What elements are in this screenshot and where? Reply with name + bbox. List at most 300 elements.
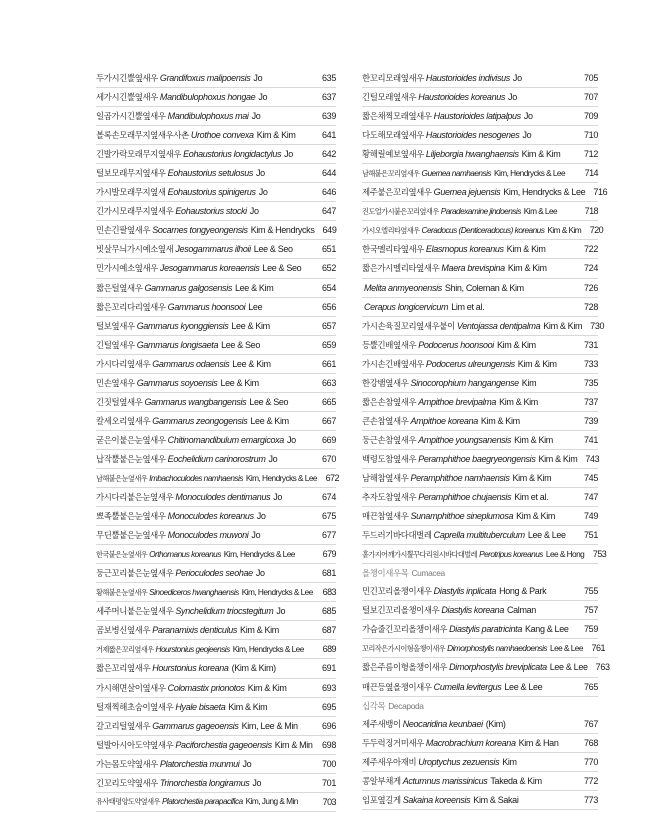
entry-text <box>362 623 576 635</box>
korean-name: 한국멜리타옆새우 <box>362 244 424 255</box>
entry-text <box>96 682 314 694</box>
author-citation: Kim, Lee & Min <box>241 720 298 731</box>
page-number: 665 <box>322 396 336 407</box>
scientific-name: Sinocorophium hangangense <box>410 377 519 388</box>
index-entry <box>362 298 598 317</box>
korean-name: 곰보병신옆새우 <box>96 625 151 636</box>
page-number: 737 <box>584 396 598 407</box>
author-citation: Lee & Kim <box>232 358 271 369</box>
index-entry <box>96 659 336 678</box>
page-number: 703 <box>322 796 336 807</box>
page-number: 768 <box>584 737 598 748</box>
korean-name: 털발아시아도약옆새우 <box>96 739 174 750</box>
entry-text <box>96 739 314 751</box>
index-entry <box>96 240 336 259</box>
author-citation: Shin, Coleman & Kim <box>444 282 524 293</box>
entry-text <box>96 415 314 427</box>
page-number: 763 <box>595 662 610 673</box>
entry-text <box>96 72 314 84</box>
page-number: 716 <box>593 187 608 198</box>
author-citation: Kim <box>521 377 537 388</box>
entry-text <box>362 302 576 312</box>
entry-text <box>96 110 314 122</box>
index-entry <box>362 107 598 126</box>
scientific-name: Colomastix prionotos <box>167 682 245 693</box>
index-entry <box>362 279 598 298</box>
index-entry <box>362 791 598 810</box>
scientific-name: Eohaustorius setulosus <box>167 168 254 179</box>
korean-name: 짧은꼬리옆새우 <box>96 663 151 674</box>
scientific-name: Ampithoe youngsanensis <box>418 434 512 445</box>
korean-name: 민손옆새우 <box>96 377 135 388</box>
scientific-name: Gammarus soyoensis <box>136 377 218 388</box>
page-number: 635 <box>322 73 336 84</box>
scientific-name: Podocerus ulreungensis <box>425 358 515 369</box>
korean-name: 세가시긴뿔옆새우 <box>96 92 158 103</box>
author-citation: Kim, Hendrycks & Lee <box>245 472 317 483</box>
author-citation: Jo <box>252 777 262 788</box>
scientific-name: Diastylis paratricinta <box>449 624 522 635</box>
index-entry <box>96 507 336 526</box>
scientific-name: Eohaustorius stocki <box>175 206 247 217</box>
index-entry <box>96 183 336 202</box>
page-number: 657 <box>322 320 336 331</box>
korean-name: 납작뿔붙은눈옆새우 <box>96 453 166 464</box>
index-entry <box>362 393 598 412</box>
entry-text <box>96 377 314 389</box>
author-citation: Lee & Hong <box>545 548 585 559</box>
scientific-name: Peramphithoe chujaensis <box>418 492 512 503</box>
scientific-name: Platorchestia munmui <box>159 758 240 769</box>
index-entry <box>96 202 336 221</box>
scientific-name: Platorchestia parapacifica <box>161 796 243 807</box>
page-number: 683 <box>322 587 336 598</box>
index-entry <box>96 107 336 126</box>
index-entry <box>96 679 336 698</box>
scientific-name: Mandibulophoxus mai <box>167 111 249 122</box>
entry-text <box>362 510 576 522</box>
index-entry <box>96 698 336 717</box>
korean-name: 제주붙은꼬리옆새우 <box>362 187 432 198</box>
author-citation: Jo <box>256 511 266 522</box>
entry-text <box>362 91 576 103</box>
author-citation: Jo <box>508 92 517 103</box>
korean-name: 가시오엘리타옆새우 <box>362 225 420 235</box>
author-citation: Kim & Sakai <box>473 794 519 805</box>
entry-text <box>362 72 576 84</box>
page-number: 639 <box>322 111 336 122</box>
author-citation: Kim & Han <box>518 737 559 748</box>
index-entry <box>96 69 336 88</box>
korean-name: 갈고리털옆새우 <box>96 720 151 731</box>
page-number: 641 <box>322 130 336 141</box>
scientific-name: Grandifoxus malipoensis <box>159 73 251 84</box>
korean-name: 일곱가시긴뿔옆새우 <box>96 111 166 122</box>
index-entry <box>96 355 336 374</box>
author-citation: Jo <box>253 73 263 84</box>
scientific-name: Melita anmyeonensis <box>364 282 442 293</box>
page-number: 670 <box>322 453 336 464</box>
entry-text <box>362 206 576 217</box>
index-entry <box>362 488 598 507</box>
entry-text <box>362 320 582 332</box>
index-entry <box>96 393 336 412</box>
korean-name: 꼬리작은가시이형올챙이새우 <box>362 643 446 653</box>
korean-name: 한꼬리모래옆새우 <box>362 73 424 84</box>
author-citation: Jo <box>273 492 283 503</box>
index-entry <box>362 221 604 240</box>
scientific-name: Hourstonius koreana <box>152 663 229 674</box>
scientific-name: Eohaustorius longidactylus <box>183 149 282 160</box>
page-number: 733 <box>584 358 598 369</box>
page-number: 714 <box>584 168 598 179</box>
index-entry <box>362 69 598 88</box>
page-number: 709 <box>584 111 598 122</box>
index-entry <box>96 298 336 317</box>
author-citation: Kim & Kim <box>499 396 538 407</box>
section-heading-latin: Decapoda <box>388 700 424 711</box>
index-entry <box>362 259 598 278</box>
author-citation: Jo <box>276 606 286 617</box>
author-citation: Kim & Kim <box>480 415 520 426</box>
entry-text <box>362 186 585 198</box>
korean-name: 긴짓털옆새우 <box>96 396 143 407</box>
author-citation: Lim et al. <box>451 301 485 312</box>
scientific-name: Ampithoe koreana <box>410 415 478 426</box>
scientific-name: Jesogammarus koreaensis <box>159 263 260 274</box>
scientific-name: Perotripus koreanus <box>479 548 543 559</box>
index-entry <box>96 374 336 393</box>
page-number: 710 <box>584 130 598 141</box>
page-number: 672 <box>325 473 339 483</box>
entry-text <box>362 643 583 654</box>
korean-name: 매끈등옆올챙이새우 <box>362 681 432 692</box>
korean-name: 큰손참옆새우 <box>362 415 409 426</box>
section-heading <box>362 697 598 715</box>
author-citation: Jo <box>523 111 533 122</box>
author-citation: Lee & Kim <box>220 377 259 388</box>
korean-name: 긴꼬리도약옆새우 <box>96 777 158 788</box>
section-heading <box>362 564 598 582</box>
scientific-name: Sunamphithoe sineplumosa <box>410 511 514 522</box>
page-number: 652 <box>322 263 336 274</box>
korean-name: 긴가시모래무지옆새우 <box>96 206 174 217</box>
scientific-name: Cumella levitergus <box>433 681 502 692</box>
index-entry <box>96 145 336 164</box>
korean-name: 가시손육질꼬리옆새우붙이 <box>362 320 455 331</box>
author-citation: Kim, Hendrycks & Lee <box>232 643 304 654</box>
author-citation: Lee & Seo <box>249 396 289 407</box>
section-heading-latin: Cumacea <box>411 568 445 579</box>
index-entry <box>96 431 336 450</box>
entry-text <box>96 510 314 522</box>
entry-text <box>362 283 576 293</box>
page-number: 757 <box>584 605 598 616</box>
index-entry <box>362 317 605 336</box>
page-number: 751 <box>584 530 598 541</box>
scientific-name: Synchelidium triocstegitum <box>175 606 274 617</box>
scientific-name: Eohaustorius spinigerus <box>167 187 256 198</box>
korean-name: 털보옆새우 <box>96 320 135 331</box>
author-citation: Kim & Kim <box>228 701 268 712</box>
entry-text <box>96 262 314 274</box>
page-number: 685 <box>322 606 336 617</box>
entry-text <box>362 110 576 122</box>
index-entry <box>96 279 336 298</box>
korean-name: 둥근꼬리붙은눈옆새우 <box>96 568 174 579</box>
korean-name: 짧은손참옆새우 <box>362 396 417 407</box>
scientific-name: Elasmopus koreanus <box>425 244 504 255</box>
korean-name: 둥근손참옆새우 <box>362 434 417 445</box>
author-citation: Calman <box>507 605 536 616</box>
index-entry <box>362 507 598 526</box>
entry-text <box>96 282 314 294</box>
entry-text <box>362 756 576 768</box>
scientific-name: Liljeborgia hwanghaensis <box>425 149 519 160</box>
scientific-name: Gammarus galgosensis <box>144 282 232 293</box>
scientific-name: Gammarus zeongogensis <box>152 415 248 426</box>
page-number: 656 <box>322 301 336 312</box>
scientific-name: Neocaridina keunbaei <box>402 718 483 729</box>
author-citation: Jo <box>255 568 265 579</box>
korean-name: 두드러기바다대벌레 <box>362 530 432 541</box>
page-number: 739 <box>584 415 598 426</box>
index-entry <box>96 221 336 240</box>
author-citation: Kim & Min <box>274 739 313 750</box>
korean-name: 매끈참옆새우 <box>362 511 409 522</box>
korean-name: 짧은채찍모래옆새우 <box>362 111 432 122</box>
page-number: 693 <box>322 682 336 693</box>
korean-name: 뾰족뿔붙은눈옆새우 <box>96 511 166 522</box>
scientific-name: Sakaina koreensis <box>402 794 471 805</box>
entry-text <box>362 585 576 597</box>
author-citation: (Kim) <box>485 718 506 729</box>
author-citation: Lee & Lee <box>527 530 566 541</box>
author-citation: Jo <box>249 206 259 217</box>
index-entry <box>362 202 598 221</box>
entry-text <box>96 662 314 674</box>
korean-name: 가시발모래무지옆새 <box>96 187 166 198</box>
author-citation: Lee & Seo <box>221 339 260 350</box>
index-entry <box>96 640 336 659</box>
author-citation: Kim <box>502 756 517 767</box>
author-citation: Kim & Kim <box>506 244 546 255</box>
korean-name: 짧은꼬리다리옆새우 <box>96 301 166 312</box>
entry-text <box>96 453 314 465</box>
entry-text <box>96 91 314 103</box>
author-citation: Jo <box>258 92 268 103</box>
scientific-name: Gammarus odaensis <box>152 358 230 369</box>
korean-name: 굳은이붙은눈옆새우 <box>96 434 166 445</box>
index-entry <box>96 488 336 507</box>
index-entry <box>96 412 336 431</box>
index-entry <box>96 164 336 183</box>
author-citation: Kim, Hendrycks & Lee <box>241 586 313 597</box>
entry-text <box>96 777 314 789</box>
page-number: 767 <box>584 718 598 729</box>
scientific-name: Haustorioides latipalpus <box>433 111 521 122</box>
korean-name: 털보모래무지옆새우 <box>96 168 166 179</box>
scientific-name: Hourstonius geojeensis <box>155 643 230 654</box>
korean-name: 두두럭징거미새우 <box>362 737 424 748</box>
page-number: 644 <box>322 168 336 179</box>
index-entry <box>96 717 336 736</box>
page-number: 705 <box>584 73 598 84</box>
index-entry <box>96 774 336 793</box>
author-citation: Kim & Kim <box>547 224 582 235</box>
korean-name: 짧은가시멜리타옆새우 <box>362 263 440 274</box>
index-entry <box>362 336 598 355</box>
page-number: 696 <box>322 720 336 731</box>
scientific-name: Guernea namhaensis <box>421 167 491 178</box>
korean-name: 한국붙은눈옆새우 <box>96 549 148 559</box>
page-number: 707 <box>584 92 598 103</box>
entry-text <box>362 434 576 446</box>
author-citation: Lee & Lee <box>550 642 583 653</box>
entry-text <box>96 243 314 255</box>
scientific-name: Diastylis koreana <box>441 605 504 616</box>
page-number: 755 <box>584 586 598 597</box>
korean-name: 두가시긴뿔옆새우 <box>96 73 158 84</box>
scientific-name: Dimorphostylis namhaedoensis <box>447 642 548 653</box>
index-entry <box>362 145 598 164</box>
page-number: 646 <box>322 187 336 198</box>
page-number: 730 <box>590 320 605 331</box>
scientific-name: Maera brevispina <box>441 263 505 274</box>
scientific-name: Urothoe convexa <box>190 130 254 141</box>
scientific-name: Gammarus wangbangensis <box>144 396 247 407</box>
scientific-name: Gammarus longisaeta <box>136 339 219 350</box>
scientific-name: Orthomanus koreanus <box>149 548 221 559</box>
entry-text <box>362 794 576 806</box>
entry-text <box>96 396 314 408</box>
entry-text <box>96 148 314 160</box>
page-number: 718 <box>584 206 598 217</box>
scientific-name: Uroptychus zezuensis <box>418 756 500 767</box>
author-citation: Kang & Lee <box>524 624 569 635</box>
entry-text <box>96 473 317 484</box>
entry-text <box>362 225 581 236</box>
index-entry <box>96 755 336 774</box>
index-entry <box>96 336 336 355</box>
page-number: 677 <box>322 530 336 541</box>
page-number: 770 <box>584 756 598 767</box>
author-citation: Jo <box>258 187 268 198</box>
scientific-name: Monoculodes koreanus <box>167 511 254 522</box>
entry-text <box>362 472 576 484</box>
index-entry <box>96 793 336 812</box>
page-number: 689 <box>322 644 336 655</box>
author-citation: Kim, Hendrycks & Lee <box>223 548 295 559</box>
index-entry <box>362 734 598 753</box>
scientific-name: Guernea jejuensis <box>433 187 501 198</box>
index-entry <box>362 715 598 734</box>
korean-name: 황해릴예보옆새우 <box>362 149 424 160</box>
entry-text <box>96 186 314 198</box>
scientific-name: Eochelidium carinorostrum <box>167 453 266 464</box>
section-heading-korean: 십각목 <box>362 700 386 711</box>
page-number: 743 <box>585 453 600 464</box>
author-citation: Kim, Hendrycks & Lee <box>493 167 566 178</box>
section-heading-korean: 올챙이새우목 <box>362 568 409 579</box>
entry-text <box>96 491 314 503</box>
entry-text <box>96 167 314 179</box>
page-number: 679 <box>322 549 336 560</box>
author-citation: Jo <box>522 130 532 141</box>
korean-name: 민가시예소옆새우 <box>96 263 158 274</box>
page-number: 749 <box>584 511 598 522</box>
korean-name: 긴털옆새우 <box>96 339 135 350</box>
index-entry <box>362 620 598 639</box>
index-entry <box>96 259 336 278</box>
entry-text <box>362 396 576 408</box>
author-citation: Jo <box>256 168 265 179</box>
page-number: 747 <box>584 492 598 503</box>
korean-name: 짧은주름이형올챙이새우 <box>362 662 448 673</box>
author-citation: Kim & Lee <box>523 205 558 216</box>
scientific-name: Ventojassa dentipalma <box>456 320 541 331</box>
entry-text <box>362 377 576 389</box>
author-citation: Lee & Lee <box>504 681 543 692</box>
korean-name: 제주새뱅이 <box>362 718 401 729</box>
page-number: 772 <box>584 775 598 786</box>
author-citation: Kim & Kim <box>517 358 557 369</box>
index-entry <box>362 183 608 202</box>
scientific-name: Imbachoculodes namhaensis <box>149 472 243 483</box>
korean-name: 가는몸도약옆새우 <box>96 758 158 769</box>
scientific-name: Haustorioides nesogenes <box>425 130 520 141</box>
scientific-name: Perioculodes seohae <box>175 568 253 579</box>
index-entry <box>362 412 598 431</box>
entry-text <box>96 301 314 313</box>
index-entry <box>362 772 598 791</box>
entry-text <box>362 168 576 179</box>
korean-name: 민긴꼬리올챙이새우 <box>362 586 432 597</box>
index-entry <box>362 639 605 658</box>
index-entry <box>362 164 598 183</box>
author-citation: Lee & Seo <box>262 263 302 274</box>
entry-text <box>96 339 314 351</box>
entry-text <box>96 701 314 713</box>
scientific-name: Socarnes tongyeongensis <box>152 225 248 236</box>
entry-text <box>96 624 314 636</box>
page-number: 741 <box>584 434 598 445</box>
entry-text <box>96 358 314 370</box>
author-citation: Hong & Park <box>499 586 547 597</box>
page-number: 691 <box>322 663 336 674</box>
index-entry <box>96 469 339 488</box>
scientific-name: Gammarus kyonggiensis <box>136 320 229 331</box>
page-number: 647 <box>322 206 336 217</box>
korean-name: 다도해모래옆새우 <box>362 130 424 141</box>
korean-name: 짧은털옆새우 <box>96 282 143 293</box>
index-entry <box>96 602 336 621</box>
entry-text <box>362 148 576 160</box>
index-entry <box>362 545 607 564</box>
scientific-name: Dimorphostylis breviplicata <box>449 662 547 673</box>
index-entry <box>362 126 598 145</box>
entry-text <box>96 224 315 236</box>
scientific-name: Haustorioides indivisus <box>425 73 510 84</box>
index-entry <box>362 355 598 374</box>
entry-text <box>96 549 314 560</box>
page-number: 759 <box>584 624 598 635</box>
page-number: 720 <box>589 225 604 236</box>
scientific-name: Gammarus hoonsooi <box>167 301 246 312</box>
index-entry <box>362 450 598 469</box>
scientific-name: Macrobrachium koreana <box>425 737 516 748</box>
scientific-name: Actumnus marissinicus <box>402 775 488 786</box>
